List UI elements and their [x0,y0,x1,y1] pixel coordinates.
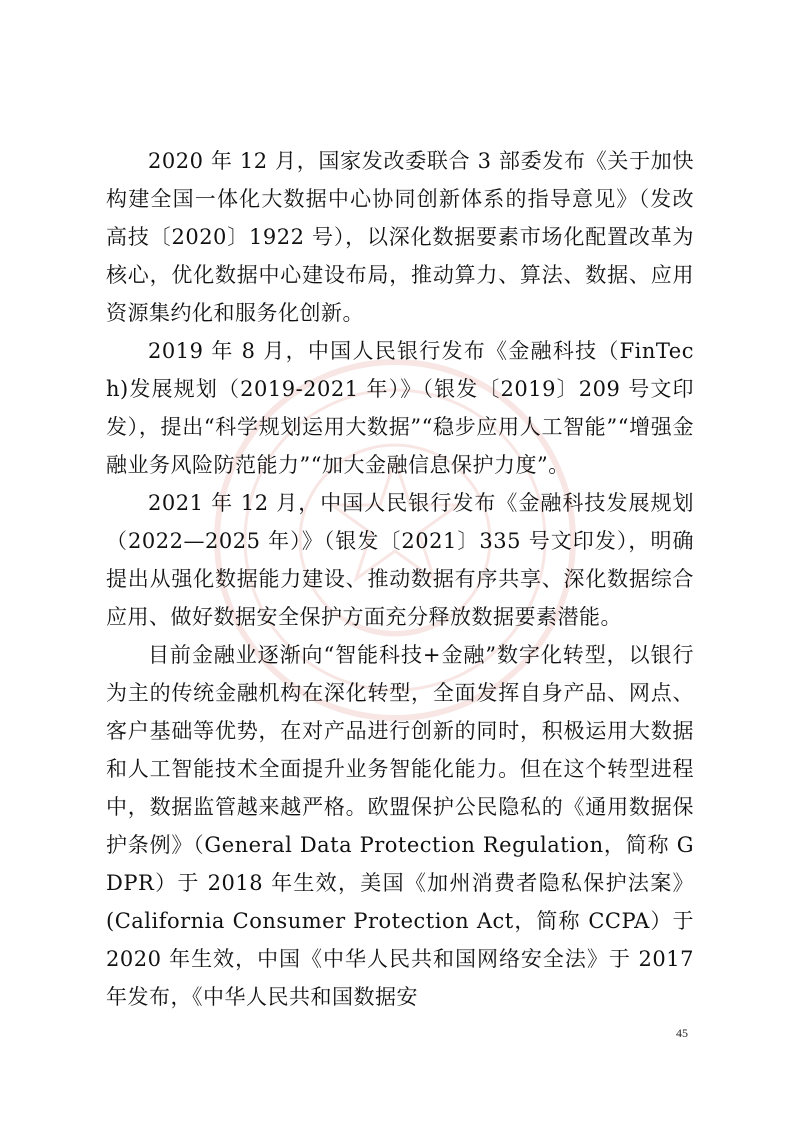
paragraph-digital-transformation: 目前金融业逐渐向“智能科技+金融”数字化转型，以银行为主的传统金融机构在深化转型，全面发挥自身产品、网点、客户基础等优势，在对产品进行创新的同时，积极运用大数据和人工智能技术全面提升业务智能化能力。但在这个转型进程中，数据监管越来越严格。欧盟保护公民隐私的《通用数据保护条例》（General Data Protection Regulation，简称 GDPR）于 2018 年生效，美国《加州消费者隐私保护法案》(California Consumer Protection Act，简称 CCPA）于 2020 年生效，中国《中华人民共和国网络安全法》于 2017 年发布，《中华人民共和国数据安 [106,643,694,1009]
paragraph-2020-ndrc: 2020 年 12 月，国家发改委联合 3 部委发布《关于加快构建全国一体化大数据中心协同创新体系的指导意见》（发改高技〔2020〕1922 号），以深化数据要素市场化配置改革为核心，优化数据中心建设布局，推动算力、算法、数据、应用资源集约化和服务化创新。 [106,149,694,325]
document-body [106,142,694,1016]
paragraph-2021-pboc-fintech: 2021 年 12 月，中国人民银行发布《金融科技发展规划（2022—2025 年）》（银发〔2021〕335 号文印发），明确提出从强化数据能力建设、推动数据有序共享、深化数据综合应用、做好数据安全保护方面充分释放数据要素潜能。 [106,491,694,629]
paragraph-2019-pboc-fintech: 2019 年 8 月，中国人民银行发布《金融科技（FinTech)发展规划（2019-2021 年）》（银发〔2019〕209 号文印发），提出“科学规划运用大数据”“稳步应用人工智能”“增强金融业务风险防范能力”“加大金融信息保护力度”。 [106,339,694,477]
page-number: 45 [676,1026,688,1040]
